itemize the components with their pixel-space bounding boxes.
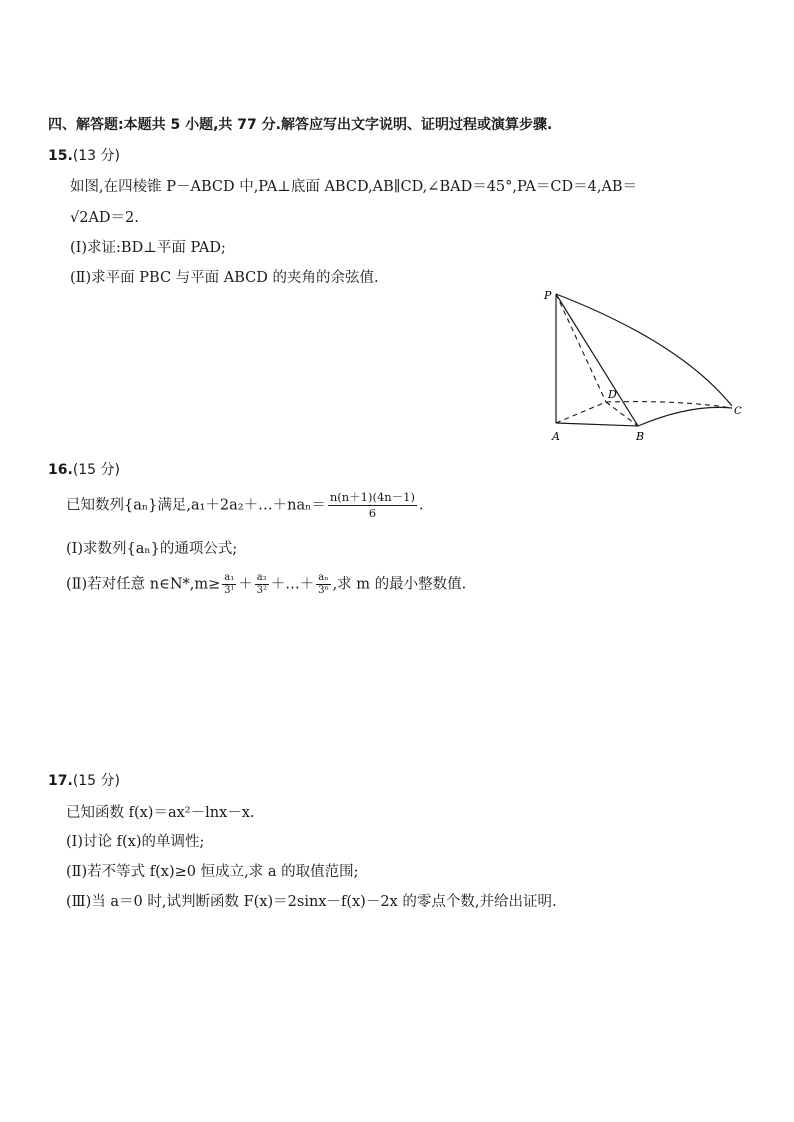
q16-score: (15 分) — [72, 462, 121, 478]
q17-part1: (Ⅰ)讨论 f(x)的单调性; — [66, 834, 205, 850]
q16-part2-plus1: ＋ — [238, 576, 253, 593]
q16-part2-frac3 — [316, 572, 330, 597]
q16-part2-frac3-den: 3ⁿ — [318, 585, 329, 596]
q16-part2-suffix: ,求 m 的最小整数值. — [332, 576, 467, 593]
q16-part2-frac1-num: a₁ — [224, 572, 235, 583]
q15-number: 15. — [48, 148, 73, 164]
q15-header — [48, 145, 120, 165]
q17-part3: (Ⅲ)当 a＝0 时,试判断函数 F(x)＝2sinx－f(x)－2x 的零点个数,并给出证明. — [66, 894, 557, 910]
q16-stem — [66, 490, 424, 521]
edge-DB-hidden — [606, 402, 638, 426]
q16-part2-frac2-num: a₂ — [256, 572, 267, 583]
edge-AD-hidden — [556, 402, 606, 423]
edge-PB — [556, 294, 638, 426]
q17-stem: 已知函数 f(x)＝ax²－lnx－x. — [66, 805, 255, 821]
edge-BC — [638, 407, 732, 426]
q16-part2 — [66, 572, 466, 597]
q17-score: (15 分) — [72, 773, 121, 789]
q15-stem-line1: 如图,在四棱锥 P－ABCD 中,PA⊥底面 ABCD,AB∥CD,∠BAD＝45°,PA＝CD＝4,AB＝ — [70, 179, 638, 195]
q16-stem-prefix: 已知数列{aₙ}满足,a₁＋2a₂＋…＋naₙ＝ — [66, 497, 326, 514]
q16-part2-frac2 — [255, 572, 269, 597]
label-B: B — [636, 430, 645, 443]
q15-stem-line2: √2AD＝2. — [70, 210, 139, 226]
q17-part2: (Ⅱ)若不等式 f(x)≥0 恒成立,求 a 的取值范围; — [66, 864, 359, 880]
q15-score: (13 分) — [72, 148, 121, 164]
q16-header — [48, 459, 120, 479]
q16-part2-plus2: ＋…＋ — [270, 576, 315, 593]
q16-part2-frac1 — [222, 572, 236, 597]
q16-part2-frac1-den: 3¹ — [224, 585, 235, 596]
q17-number: 17. — [48, 773, 73, 789]
q16-stem-fraction — [328, 490, 417, 521]
q15-part2: (Ⅱ)求平面 PBC 与平面 ABCD 的夹角的余弦值. — [70, 270, 379, 286]
label-C: C — [734, 406, 742, 417]
edge-PC — [556, 294, 732, 406]
q16-frac-denominator: 6 — [368, 506, 377, 520]
pyramid-figure — [530, 282, 760, 452]
q16-number: 16. — [48, 462, 73, 478]
q16-part2-frac2-den: 3² — [256, 585, 267, 596]
edge-AB — [556, 423, 638, 426]
q16-part2-prefix: (Ⅱ)若对任意 n∈N*,m≥ — [66, 576, 221, 593]
label-A: A — [552, 430, 560, 443]
q16-stem-suffix: . — [419, 497, 424, 514]
q15-part1: (Ⅰ)求证:BD⊥平面 PAD; — [70, 240, 226, 256]
q16-part2-frac3-num: aₙ — [318, 572, 329, 583]
label-P: P — [544, 289, 552, 302]
edge-PD-hidden — [556, 294, 606, 402]
q17-header — [48, 770, 120, 790]
section-title: 四、解答题:本题共 5 小题,共 77 分.解答应写出文字说明、证明过程或演算步骤. — [48, 117, 553, 133]
label-D: D — [608, 388, 617, 401]
q16-frac-numerator: n(n＋1)(4n－1) — [329, 490, 415, 504]
q16-part1: (Ⅰ)求数列{aₙ}的通项公式; — [66, 541, 238, 557]
